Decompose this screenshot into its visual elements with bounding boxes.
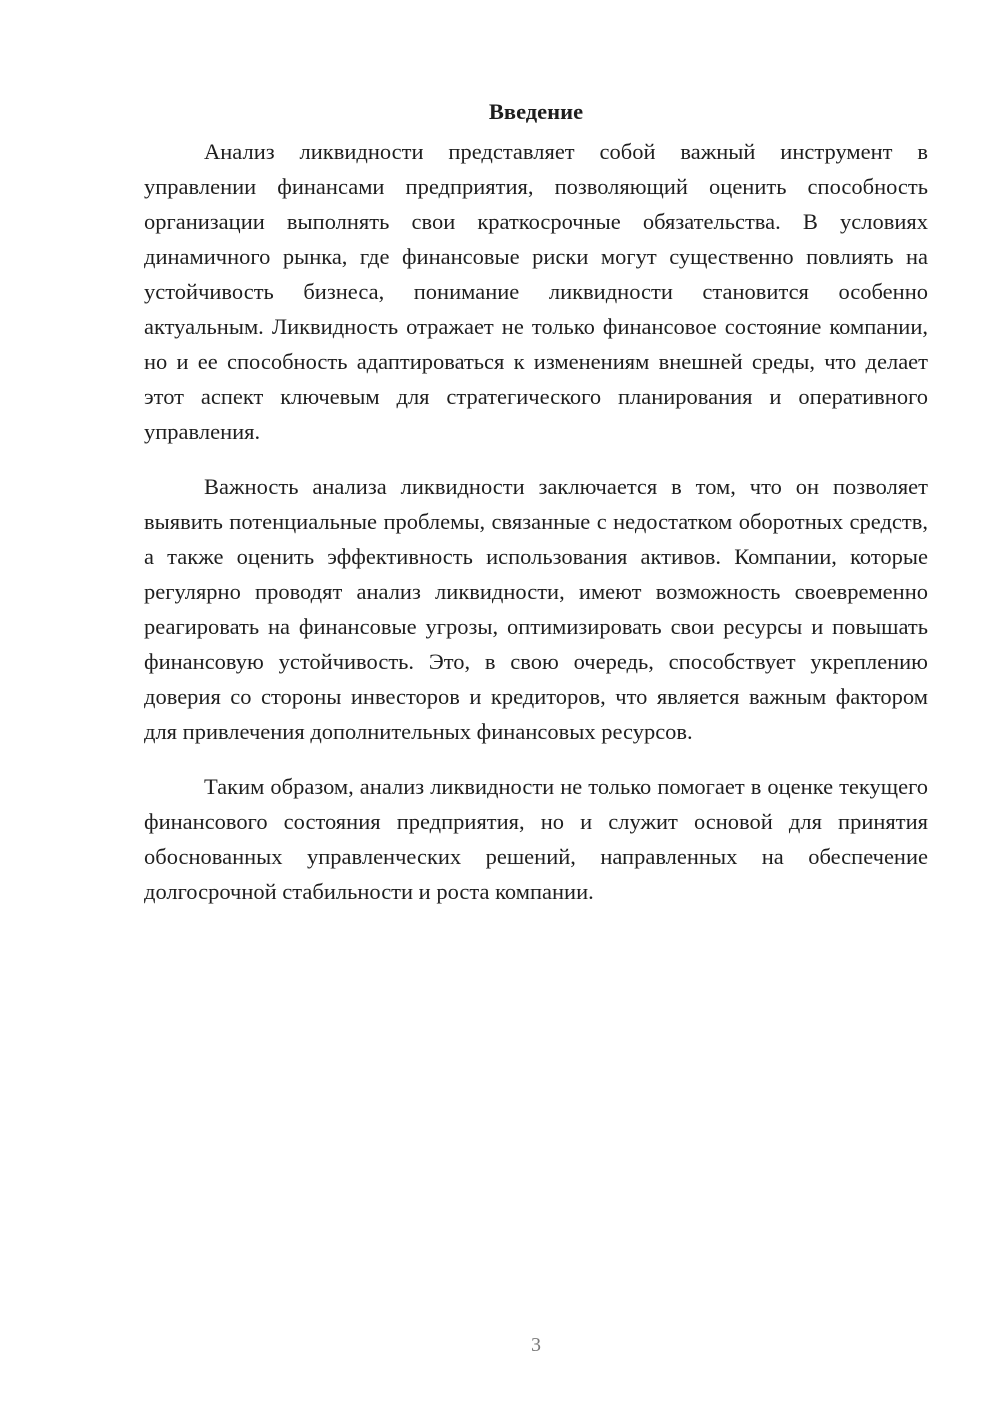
page-content: [144, 96, 928, 929]
paragraph-2: Важность анализа ликвидности заключается в том, что он позволяет выявить потенциальные проблемы, связанные с недостатком оборотных средств, а также оценить эффективность использования активов. Компании, которые регулярно проводят анализ ликвидности, имеют возможность своевременно реагировать на финансовые угрозы, оптимизировать свои ресурсы и повышать финансовую устойчивость. Это, в свою очередь, способствует укреплению доверия со стороны инвесторов и кредиторов, что является важным фактором для привлечения дополнительных финансовых ресурсов.: [144, 474, 928, 744]
page-number: 3: [531, 1334, 541, 1356]
paragraph-3: Таким образом, анализ ликвидности не только помогает в оценке текущего финансового состояния предприятия, но и служит основой для принятия обоснованных управленческих решений, направленных на обеспечение долгосрочной стабильности и роста компании.: [144, 774, 928, 904]
paragraph-1: Анализ ликвидности представляет собой важный инструмент в управлении финансами предприятия, позволяющий оценить способность организации выполнять свои краткосрочные обязательства. В условиях динамичного рынка, где финансовые риски могут существенно повлиять на устойчивость бизнеса, понимание ликвидности становится особенно актуальным. Ликвидность отражает не только финансовое состояние компании, но и ее способность адаптироваться к изменениям внешней среды, что делает этот аспект ключевым для стратегического планирования и оперативного управления.: [144, 139, 928, 444]
section-heading: Введение: [488, 99, 584, 124]
